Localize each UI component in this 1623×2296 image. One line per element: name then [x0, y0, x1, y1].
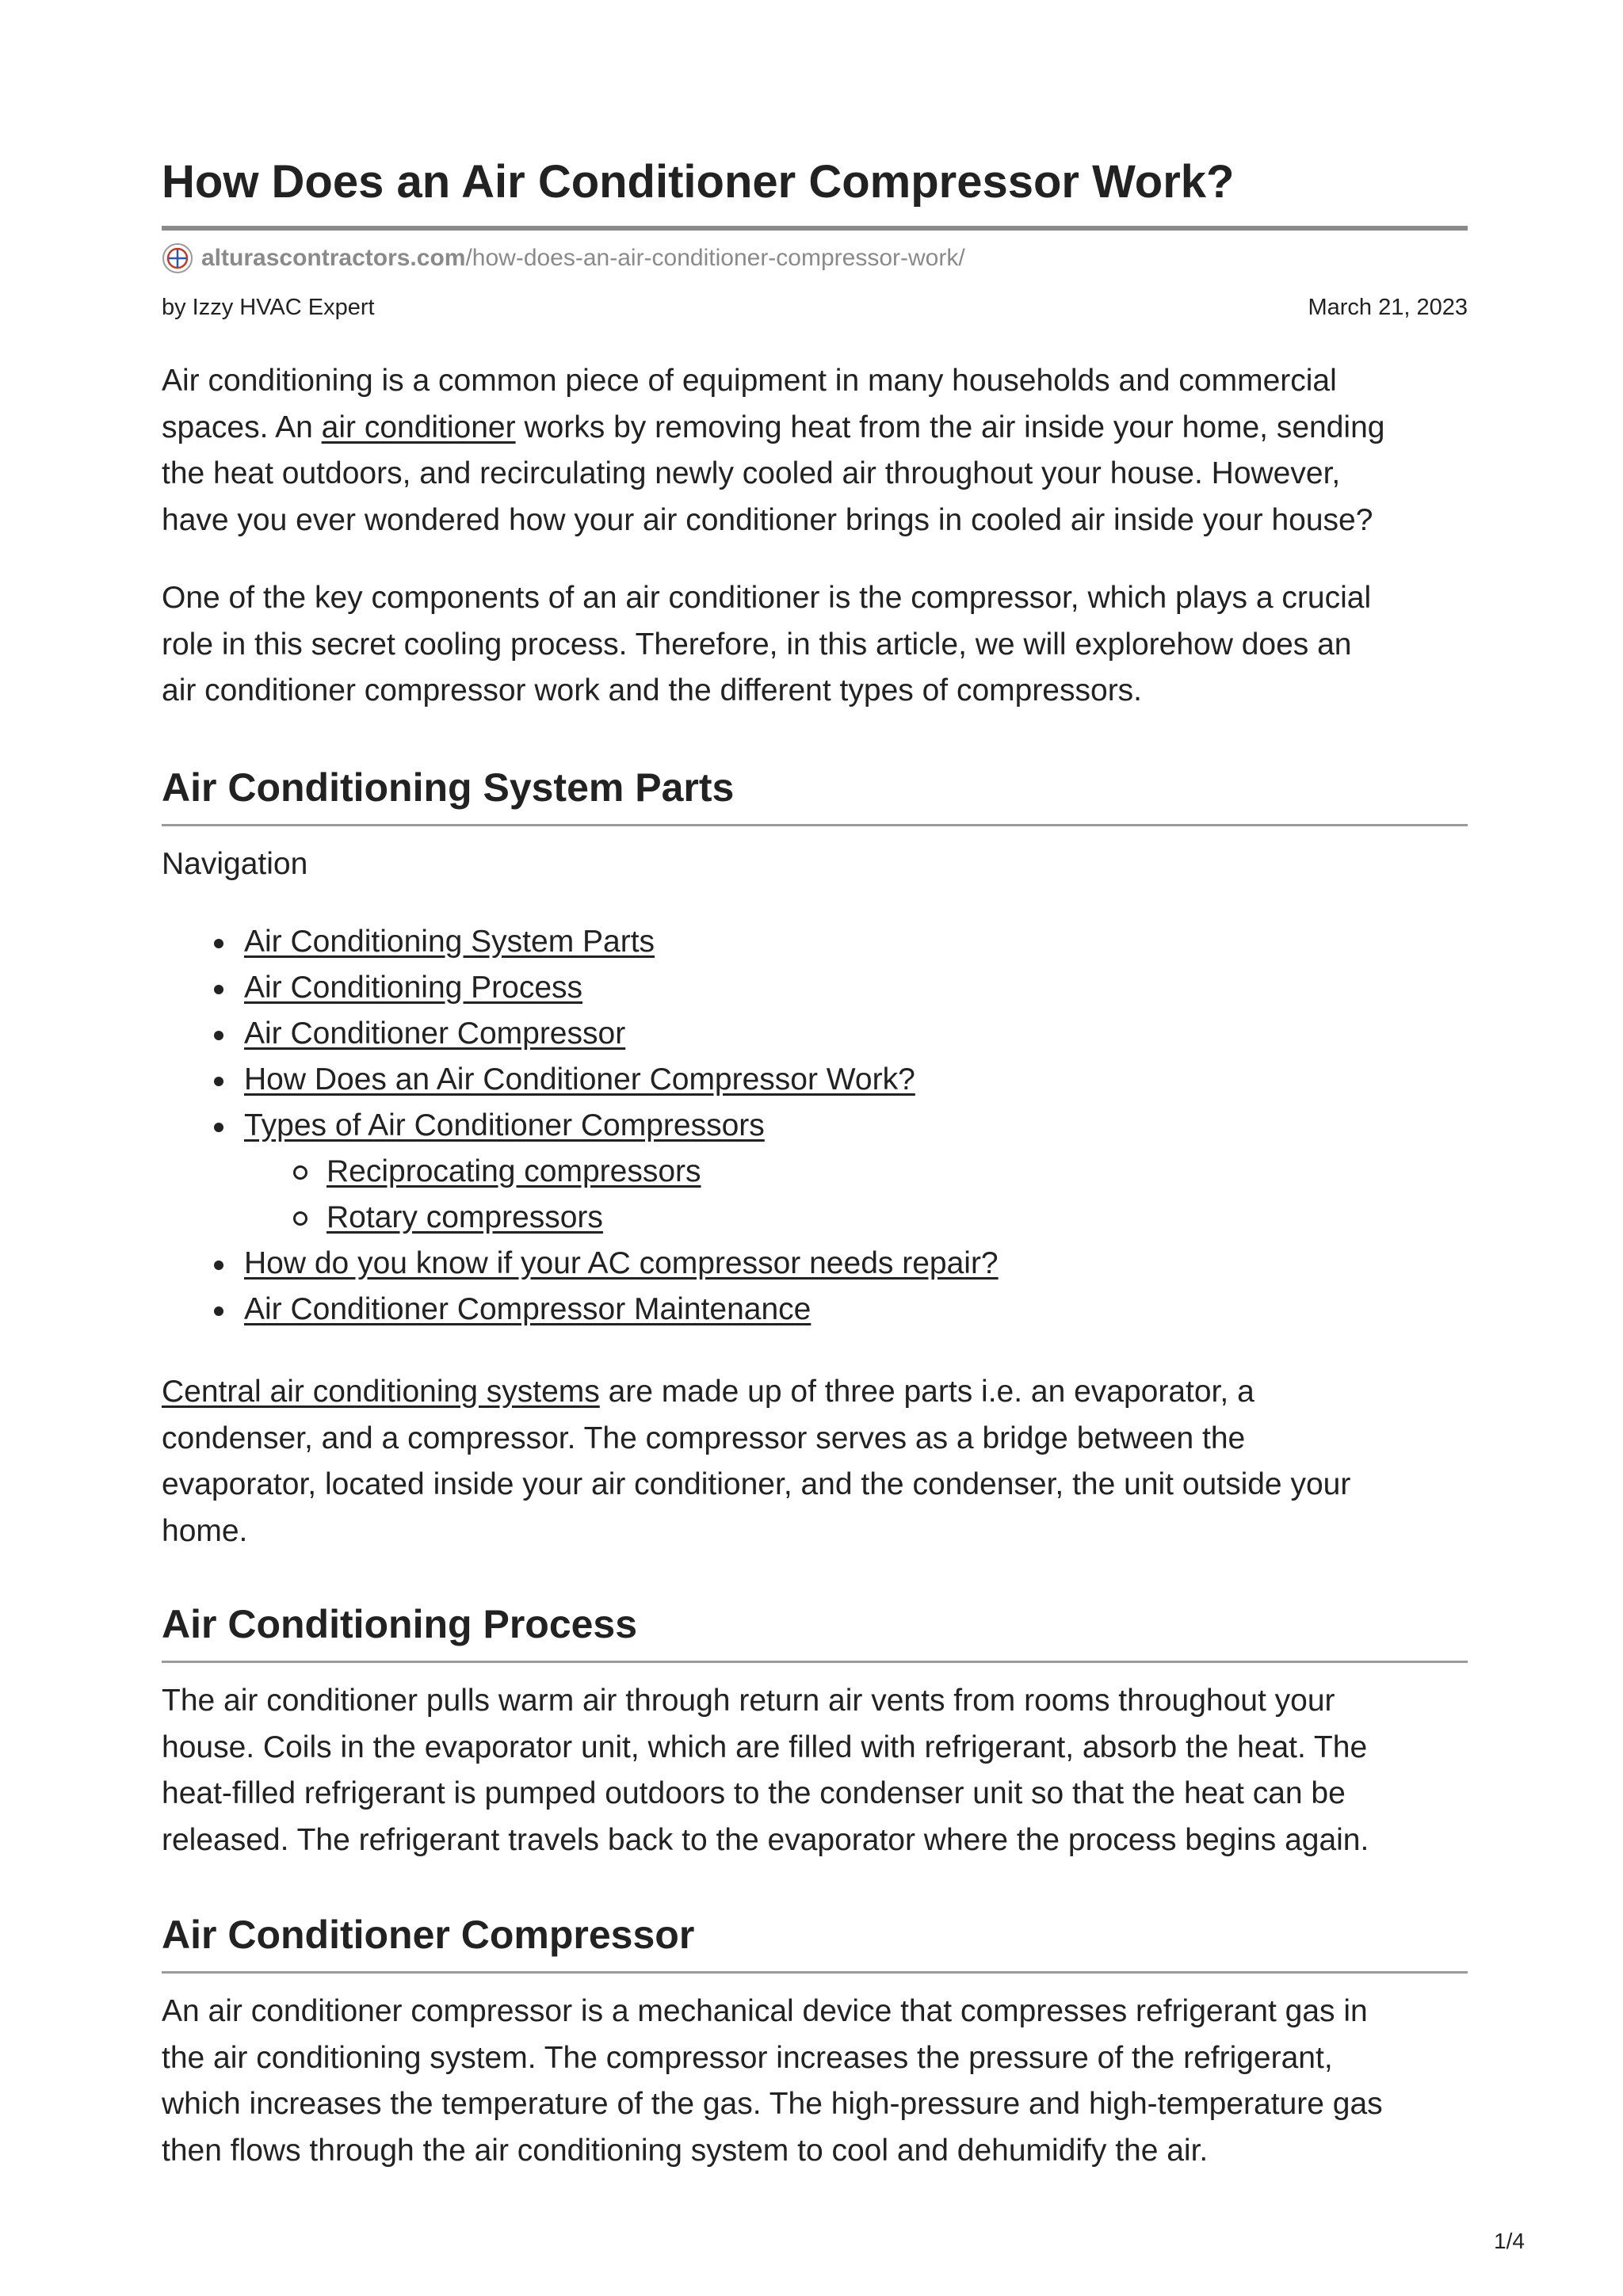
bullet-icon	[214, 1031, 223, 1040]
section-divider	[162, 1971, 1468, 1974]
text-line: released. The refrigerant travels back to the evaporator where the process begins again.	[162, 1822, 1369, 1857]
toc-link-reciprocating[interactable]: Reciprocating compressors	[327, 1154, 701, 1188]
text-line: An air conditioner compressor is a mechanical device that compresses refrigerant gas in	[162, 1994, 1368, 2028]
toc-link-process[interactable]: Air Conditioning Process	[244, 971, 583, 1005]
bullet-icon	[214, 1077, 223, 1086]
toc-link-types[interactable]: Types of Air Conditioner Compressors	[244, 1108, 765, 1142]
text-line: air conditioner compressor work and the different types of compressors.	[162, 673, 1143, 707]
air-conditioner-link[interactable]: air conditioner	[321, 410, 516, 444]
intro-paragraph-2	[162, 575, 1468, 715]
text-segment: works by removing heat from the air inside your home, sending	[515, 410, 1385, 444]
text-line: the heat outdoors, and recirculating newly cooled air throughout your house. However,	[162, 456, 1341, 490]
bullet-icon	[214, 1123, 223, 1132]
text-line: One of the key components of an air conditioner is the compressor, which plays a crucial	[162, 581, 1372, 615]
section-heading-compressor: Air Conditioner Compressor	[162, 1913, 695, 1957]
toc-subitem	[162, 1149, 999, 1195]
article-meta	[162, 295, 1468, 326]
text-line	[162, 1369, 1468, 1416]
section-heading-process: Air Conditioning Process	[162, 1602, 638, 1646]
parts-paragraph	[162, 1369, 1468, 1554]
toc-item	[162, 1103, 999, 1149]
process-paragraph	[162, 1678, 1468, 1863]
text-line: then flows through the air conditioning system to cool and dehumidify the air.	[162, 2133, 1209, 2168]
central-air-systems-link[interactable]: Central air conditioning systems	[162, 1375, 600, 1409]
toc-subitem	[162, 1195, 999, 1241]
text-line: heat-filled refrigerant is pumped outdoors to the condenser unit so that the heat can be	[162, 1776, 1346, 1810]
toc-link-rotary[interactable]: Rotary compressors	[327, 1200, 603, 1234]
toc-link-repair[interactable]: How do you know if your AC compressor needs repair?	[244, 1246, 999, 1280]
publish-date: March 21, 2023	[1308, 295, 1468, 320]
section-divider	[162, 1661, 1468, 1663]
section-divider	[162, 824, 1468, 826]
toc-item	[162, 919, 999, 965]
toc-item	[162, 1011, 999, 1057]
text-segment: spaces. An	[162, 410, 322, 444]
source-link[interactable]	[162, 241, 965, 276]
toc-link-how-it-works[interactable]: How Does an Air Conditioner Compressor Work?	[244, 1062, 915, 1097]
page-number: 1/4	[1494, 2229, 1525, 2253]
source-path[interactable]: /how-does-an-air-conditioner-compressor-work/	[465, 245, 965, 271]
hollow-bullet-icon	[293, 1165, 307, 1180]
text-line: evaporator, located inside your air conditioner, and the condenser, the unit outside your	[162, 1467, 1351, 1501]
text-line: role in this secret cooling process. Therefore, in this article, we will explorehow does an	[162, 627, 1352, 662]
toc-item	[162, 1287, 999, 1333]
compressor-paragraph	[162, 1989, 1468, 2174]
text-line	[162, 405, 1468, 452]
bullet-icon	[214, 985, 223, 994]
page-title: How Does an Air Conditioner Compressor Work?	[162, 156, 1235, 208]
text-line: Air conditioning is a common piece of equipment in many households and commercial	[162, 364, 1337, 398]
text-line: have you ever wondered how your air conditioner brings in cooled air inside your house?	[162, 502, 1373, 537]
bullet-icon	[214, 1306, 223, 1316]
text-line: house. Coils in the evaporator unit, which are filled with refrigerant, absorb the heat. The	[162, 1730, 1368, 1764]
text-line: home.	[162, 1513, 248, 1548]
toc-link-system-parts[interactable]: Air Conditioning System Parts	[244, 925, 655, 959]
navigation-label: Navigation	[162, 847, 308, 881]
table-of-contents	[162, 919, 999, 1333]
text-line: condenser, and a compressor. The compressor serves as a bridge between the	[162, 1421, 1246, 1455]
toc-item	[162, 965, 999, 1011]
text-segment: are made up of three parts i.e. an evaporator, a	[599, 1375, 1254, 1409]
title-divider	[162, 226, 1468, 231]
toc-item	[162, 1057, 999, 1103]
bullet-icon	[214, 1261, 223, 1270]
text-line: the air conditioning system. The compressor increases the pressure of the refrigerant,	[162, 2040, 1333, 2075]
section-heading-parts: Air Conditioning System Parts	[162, 765, 735, 810]
toc-item	[162, 1241, 999, 1287]
intro-paragraph-1	[162, 358, 1468, 543]
hollow-bullet-icon	[293, 1211, 307, 1226]
bullet-icon	[214, 939, 223, 948]
toc-link-maintenance[interactable]: Air Conditioner Compressor Maintenance	[244, 1292, 812, 1326]
source-domain[interactable]: alturascontractors.com	[201, 245, 466, 271]
site-logo-icon	[162, 242, 193, 274]
text-line: The air conditioner pulls warm air through return air vents from rooms throughout your	[162, 1684, 1335, 1718]
author: by Izzy HVAC Expert	[162, 295, 375, 320]
text-line: which increases the temperature of the gas. The high-pressure and high-temperature gas	[162, 2087, 1383, 2121]
toc-link-compressor[interactable]: Air Conditioner Compressor	[244, 1016, 626, 1051]
